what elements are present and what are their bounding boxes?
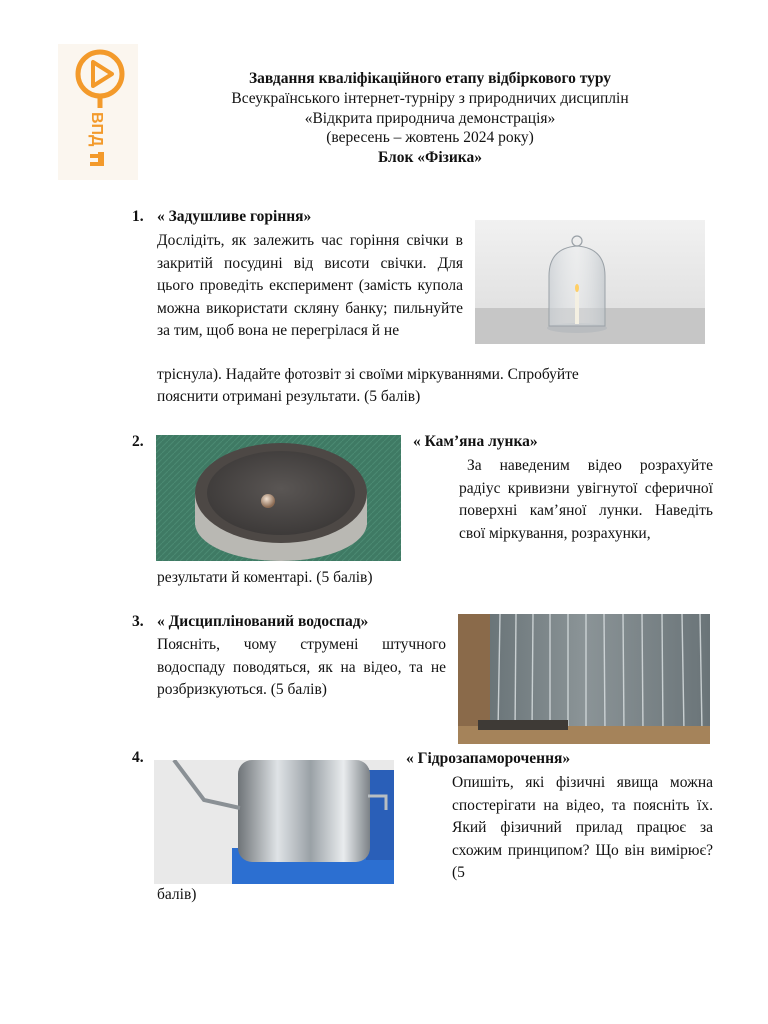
task-1-image <box>475 220 705 344</box>
task-4-image <box>154 760 394 884</box>
logo <box>58 44 138 180</box>
glass-bell-candle-icon <box>475 220 705 344</box>
header-block: Блок «Фізика» <box>377 149 483 166</box>
stone-bowl-icon <box>156 435 401 561</box>
task-2-number: 2. <box>132 433 144 450</box>
task-1-text: Дослідіть, як залежить час горіння свічки в закритій посудині від висоти свічки. Для цього проведіть експеримент (замість купола можна використати скляну банку; пильнуйте за тим, щоб вона не перегрілася й не <box>157 232 463 340</box>
header-event-name: «Відкрита природнича демонстрація» <box>304 110 556 127</box>
play-key-logo-icon <box>58 44 138 180</box>
kettle-icon <box>154 760 394 884</box>
header-title: Завдання кваліфікаційного етапу відбіркового туру <box>248 70 612 87</box>
task-3-text: Поясніть, чому струмені штучного водоспаду поводяться, як на відео, та не розбризкуються. (5 балів) <box>157 636 446 699</box>
logo-letters: ВПД <box>88 112 105 147</box>
task-1-text-tail: тріснула). Надайте фотозвіт зі своїми міркуваннями. Спробуйте <box>157 366 579 383</box>
task-2-image <box>156 435 401 561</box>
task-1-number: 1. <box>132 208 144 225</box>
task-4-text-end: балів) <box>157 886 197 903</box>
task-2-text: За наведеним відео розрахуйте радіус кривизни увігнутої сферичної поверхні кам’яної лунки. Наведіть свої міркування, розрахунки, <box>459 457 713 542</box>
task-2-text-end: результати й коментарі. (5 балів) <box>157 569 373 586</box>
task-1-title: « Задушливе горіння» <box>157 208 312 225</box>
header-dates: (вересень – жовтень 2024 року) <box>326 129 534 146</box>
task-1-text-end: пояснити отримані результати. (5 балів) <box>157 388 421 405</box>
task-3-title: « Дисциплінований водоспад» <box>157 613 369 630</box>
task-4-number: 4. <box>132 749 144 766</box>
header-subtitle: Всеукраїнського інтернет-турніру з природничих дисциплін <box>231 90 629 107</box>
task-2-title: « Кам’яна лунка» <box>413 433 538 450</box>
task-4-text: Опишіть, які фізичні явища можна спостерігати на відео, та поясніть їх. Який фізичний прилад працює за схожим принципом? Що він вимірює? (5 <box>452 774 713 882</box>
task-4-title: « Гідрозапаморочення» <box>406 750 571 767</box>
waterfall-icon <box>458 614 710 744</box>
task-3-image <box>458 614 710 744</box>
task-3-number: 3. <box>132 613 144 630</box>
